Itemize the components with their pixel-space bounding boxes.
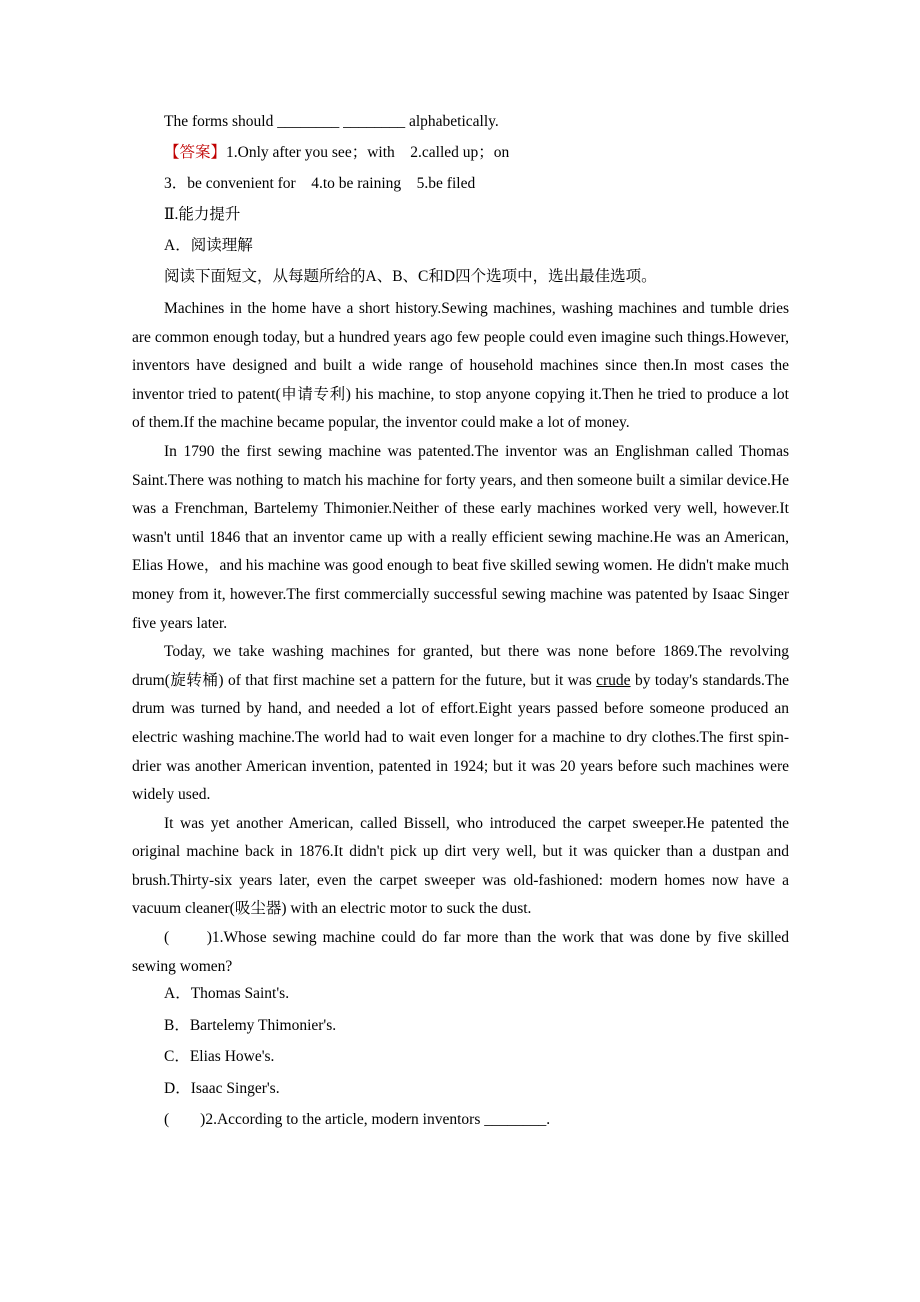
document-content bbox=[132, 109, 789, 1138]
answer-line bbox=[132, 140, 789, 171]
passage-paragraph-2: In 1790 the first sewing machine was patented.The inventor was an Englishman called Thomas Saint.There was nothing to match his machine for forty years, and then someone built a similar device.He was a Frenchman, Bartelemy Thimonier.Neither of these early machines worked very well, however.It wasn't until 1846 that an inventor came up with a really efficient sewing machine.He was an American, Elias Howe，and his machine was good enough to beat five skilled sewing women. He didn't make much money from it, however.The first commercially successful sewing machine was patented by Isaac Singer five years later. bbox=[132, 442, 789, 632]
answer-tag: 【答案】 bbox=[164, 144, 227, 161]
option-a: A．Thomas Saint's. bbox=[164, 985, 290, 1003]
passage-paragraph-3: Today, we take washing machines for granted, but there was none before 1869.The revolving drum(旋转桶) of that first machine set a pattern for the future, but it was crude by today's standards.The drum was turned by hand, and needed a lot of effort.Eight years passed before someone produced an electric washing machine.The world had to wait even longer for a machine to dry clothes.The first spin-drier was another American invention, patented in 1924; but it was 20 years before such machines were widely used. bbox=[132, 643, 789, 804]
exercise-sentence: The forms should ________ ________ alphabetically. bbox=[164, 113, 499, 130]
question-1-options bbox=[132, 981, 789, 1107]
passage-paragraph-4: It was yet another American, called Bissell, who introduced the carpet sweeper.He patented the original machine back in 1876.It didn't pick up dirt very well, but it was quicker than a dustpan and brush.Thirty-six years later, even the carpet sweeper was old-fashioned: modern homes now have a vacuum cleaner(吸尘器) with an electric motor to suck the dust. bbox=[132, 814, 789, 918]
answer-text-1: 1.Only after you see；with 2.called up；on bbox=[226, 144, 510, 161]
passage-paragraph-1: Machines in the home have a short history.Sewing machines, washing machines and tumble dries are common enough today, but a hundred years ago few people could even imagine such things.However, inventors have designed and built a wide range of household machines since then.In most cases the inventor tried to patent(申请专利) his machine, to stop anyone copying it.Then he tried to produce a lot of them.If the machine became popular, the inventor could make a lot of money. bbox=[132, 300, 789, 432]
instruction: 阅读下面短文，从每题所给的A、B、C和D四个选项中，选出最佳选项。 bbox=[164, 268, 657, 285]
section-heading: Ⅱ.能力提升 bbox=[164, 206, 241, 223]
underlined-word: crude bbox=[596, 671, 631, 689]
section-subheading: A．阅读理解 bbox=[164, 237, 253, 254]
option-b: B．Bartelemy Thimonier's. bbox=[164, 1016, 337, 1034]
question-1: ( )1.Whose sewing machine could do far more than the work that was done by five skilled sewing women? bbox=[132, 929, 789, 975]
option-d: D．Isaac Singer's. bbox=[164, 1079, 280, 1097]
option-c: C．Elias Howe's. bbox=[164, 1048, 275, 1066]
answer-text-2: 3．be convenient for 4.to be raining 5.be filed bbox=[164, 175, 476, 192]
question-2: ( )2.According to the article, modern inventors ________. bbox=[164, 1111, 551, 1129]
